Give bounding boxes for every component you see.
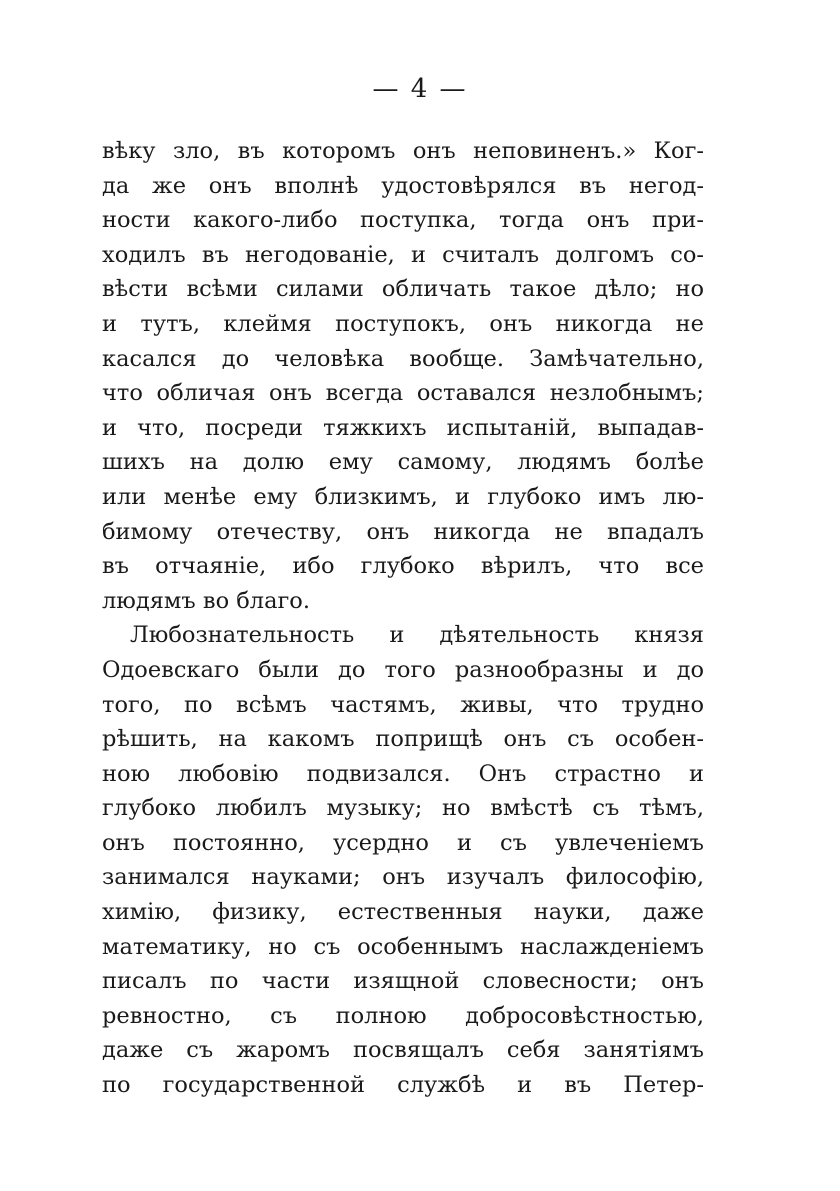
paragraph-1 [102, 134, 704, 618]
text-line: и тутъ, клеймя поступокъ, онъ никогда не [102, 310, 704, 337]
text-line: въ отчаяніе, ибо глубоко вѣрилъ, что все [102, 553, 704, 580]
text-line: Одоевскаго были до того разнообразны и до [102, 656, 704, 683]
text-line: онъ постоянно, усердно и съ увлеченіемъ [102, 829, 704, 856]
text-line: занимался науками; онъ изучалъ философію, [102, 864, 704, 891]
text-line: ходилъ въ негодованіе, и считалъ долгомъ со- [102, 241, 704, 268]
text-line: шихъ на долю ему самому, людямъ болѣе [102, 449, 704, 476]
text-line: вѣсти всѣми силами обличать такое дѣло; но [102, 276, 704, 303]
body-text [102, 134, 704, 1103]
text-line: да же онъ вполнѣ удостовѣрялся въ негод- [102, 172, 704, 199]
text-line: и что, посреди тяжкихъ испытаній, выпадав- [102, 414, 704, 441]
text-line: Любознательность и дѣятельность князя [130, 622, 704, 649]
text-line: химію, физику, естественныя науки, даже [102, 899, 704, 926]
text-line: писалъ по части изящной словесности; онъ [102, 968, 704, 995]
text-line: по государственной службѣ и въ Петер- [102, 1072, 704, 1099]
text-line: даже съ жаромъ посвящалъ себя занятіямъ [102, 1037, 704, 1064]
text-line: ною любовію подвизался. Онъ страстно и [102, 760, 704, 787]
text-line: того, по всѣмъ частямъ, живы, что трудно [102, 691, 704, 718]
text-line: ревностно, съ полною добросовѣстностью, [102, 1002, 704, 1029]
text-line: глубоко любилъ музыку; но вмѣстѣ съ тѣмъ, [102, 795, 704, 822]
text-line: математику, но съ особеннымъ наслажденіемъ [102, 933, 704, 960]
paragraph-2 [102, 618, 704, 1102]
text-line: касался до человѣка вообще. Замѣчательно, [102, 345, 704, 372]
text-line: ности какого-либо поступка, тогда онъ при- [102, 207, 704, 234]
text-line: что обличая онъ всегда оставался незлобнымъ; [102, 380, 704, 407]
text-line: бимому отечеству, онъ никогда не впадалъ [102, 518, 704, 545]
page-number: — 4 — [372, 74, 468, 104]
text-line: рѣшить, на какомъ поприщѣ онъ съ особен- [102, 726, 704, 753]
text-line: или менѣе ему близкимъ, и глубоко имъ лю- [102, 483, 704, 510]
text-line: вѣку зло, въ которомъ онъ неповиненъ.» Ког- [102, 138, 704, 164]
text-line: людямъ во благо. [102, 587, 311, 614]
